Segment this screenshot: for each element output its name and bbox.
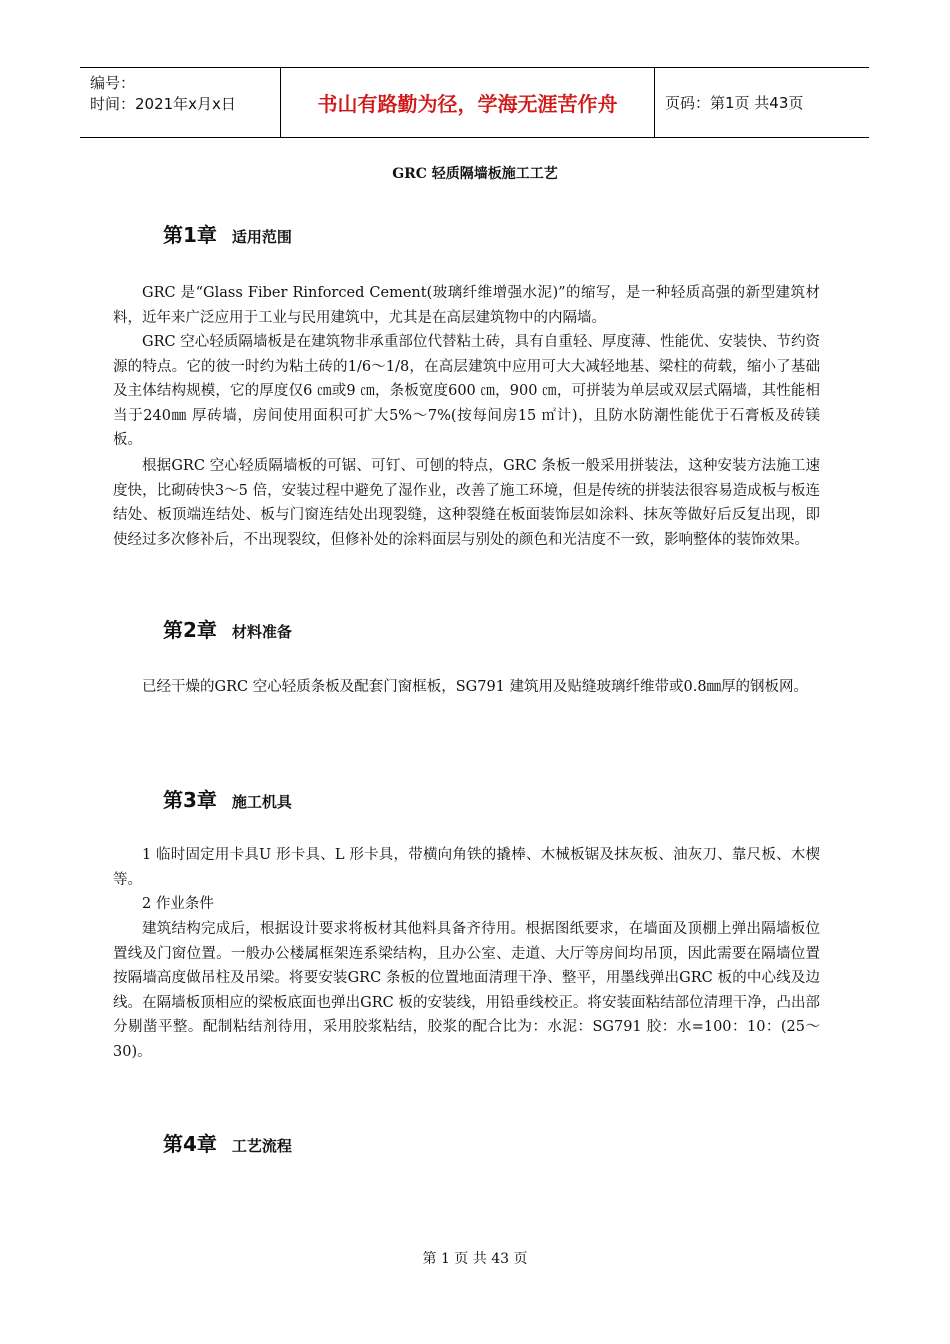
code-label: 编号： — [90, 74, 136, 92]
header-page-info: 页码：第1页 共43页 — [665, 94, 804, 112]
chapter-title: 适用范围 — [231, 228, 292, 246]
chapter-3-heading — [163, 784, 292, 813]
header-meta — [80, 68, 281, 137]
chapter-number: 第3章 — [163, 788, 217, 812]
chapter-4-heading — [163, 1128, 292, 1157]
header-motto: 书山有路勤为径，学海无涯苦作舟 — [281, 68, 655, 137]
page-footer: 第 1 页 共 43 页 — [422, 1251, 528, 1267]
chapter-2-heading — [163, 614, 292, 643]
chapter-1-paragraph-1: GRC 是“Glass Fiber Rinforced Cement(玻璃纤维增强水泥)”的缩写，是一种轻质高强的新型建筑材料，近年来广泛应用于工业与民用建筑中，尤其是在高层建筑物中的内隔墙。 — [113, 285, 820, 326]
chapter-1-paragraph-2: GRC 空心轻质隔墙板是在建筑物非承重部位代替粘土砖，具有自重轻、厚度薄、性能优、安装快、节约资源的特点。它的彼一时约为粘土砖的1/6～1/8，在高层建筑中应用可大大减轻地基、梁柱的荷载，缩小了基础及主体结构规模，它的厚度仅6 ㎝或9 ㎝，条板宽度600 ㎝，900 ㎝，可拼装为单层或双层式隔墙，其性能相当于240㎜ 厚砖墙，房间使用面积可扩大5%～7%(按每间房15 ㎡计)，且防水防潮性能优于石膏板及砖镁板。 — [113, 334, 820, 449]
chapter-number: 第2章 — [163, 618, 217, 642]
chapter-1-heading — [163, 219, 292, 248]
chapter-3-paragraph-3: 建筑结构完成后，根据设计要求将板材其他料具备齐待用。根据图纸要求，在墙面及顶棚上弹出隔墙板位置线及门窗位置。一般办公楼属框架连系梁结构，且办公室、走道、大厅等房间均吊顶，因此需要在隔墙位置按隔墙高度做吊柱及吊梁。将要安装GRC 条板的位置地面清理干净、整平，用墨线弹出GRC 板的中心线及边线。在隔墙板顶相应的梁板底面也弹出GRC 板的安装线，用铅垂线校正。将安装面粘结部位清理干净，凸出部分剔凿平整。配制粘结剂待用，采用胶浆粘结，胶浆的配合比为：水泥：SG791 胶：水=100：10：(25～30)。 — [113, 921, 820, 1060]
page-header — [80, 67, 869, 138]
chapter-1-paragraph-3: 根据GRC 空心轻质隔墙板的可锯、可钉、可刨的特点，GRC 条板一般采用拼装法，这种安装方法施工速度快，比砌砖快3～5 倍，安装过程中避免了湿作业，改善了施工环境，但是传统的拼装法很容易造成板与板连结处、板顶端连结处、板与门窗连结处出现裂缝，这种裂缝在板面装饰层如涂料、抹灰等做好后反复出现，即使经过多次修补后，不出现裂纹，但修补处的涂料面层与别处的颜色和光洁度不一致，影响整体的装饰效果。 — [113, 458, 820, 548]
chapter-title: 工艺流程 — [231, 1137, 292, 1155]
chapter-2-paragraph-1: 已经干燥的GRC 空心轻质条板及配套门窗框板，SG791 建筑用及贴缝玻璃纤维带或0.8㎜厚的钢板网。 — [142, 679, 809, 695]
chapter-3-paragraph-2: 2 作业条件 — [142, 896, 214, 912]
chapter-title: 施工机具 — [231, 793, 292, 811]
chapter-number: 第4章 — [163, 1132, 217, 1156]
chapter-title: 材料准备 — [231, 623, 292, 641]
chapter-3-paragraph-1: 1 临时固定用卡具U 形卡具、L 形卡具，带横向角铁的撬棒、木械板锯及抹灰板、油灰刀、靠尺板、木楔等。 — [113, 847, 820, 888]
chapter-number: 第1章 — [163, 223, 217, 247]
time-label: 时间：2021年x月x日 — [90, 95, 236, 113]
document-title: GRC 轻质隔墙板施工工艺 — [392, 166, 558, 182]
